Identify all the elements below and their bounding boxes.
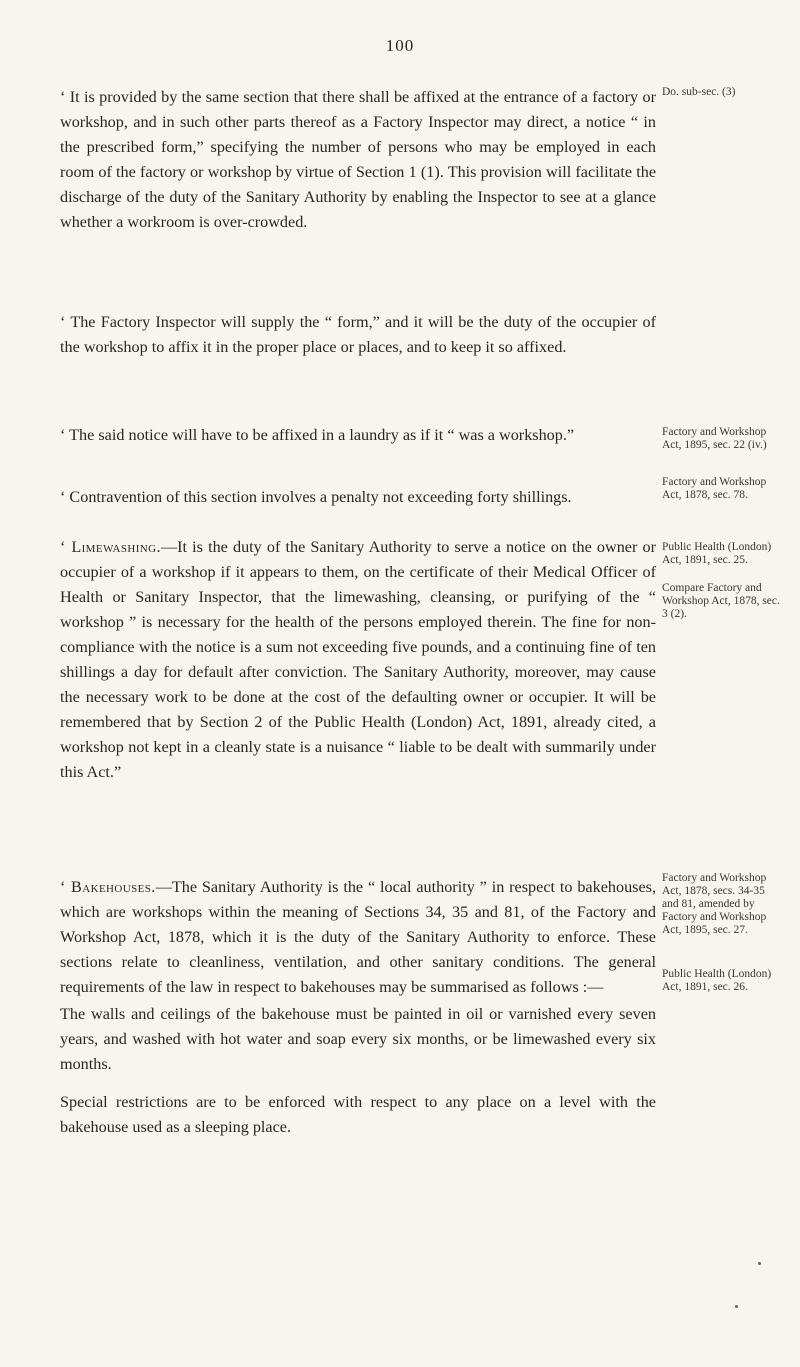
requirement-sleeping: Special restrictions are to be enforced with respect to any place on a level with the bakehouse used as a sleeping place. bbox=[60, 1093, 656, 1136]
margin-note: Public Health (London) Act, 1891, sec. 26. bbox=[662, 968, 772, 993]
limewashing-text: —It is the duty of the Sanitary Authority to serve a notice on the owner or occupier of a workshop if it appears to them, on the certificate of their Medical Officer of Health or Sanitary Inspector, that the limewashing, cleansing, or purifying of the “ workshop ” is necessary for the health of the persons employed therein. The fine for non-compliance with the notice is a sum not exceeding five pounds, and a continuing fine of ten shillings a day for default after conviction. The Sanitary Authority, moreover, may cause the necessary work to be done at the cost of the defaulting owner or occupier. It will be remembered that by Section 2 of the Public Health (London) Act, 1891, already cited, a workshop not kept in a cleanly state is a nuisance “ liable to be dealt with summarily under this Act.” bbox=[60, 538, 656, 781]
margin-note: Factory and Workshop Act, 1878, sec. 78. bbox=[662, 476, 767, 501]
margin-note: Factory and Workshop Act, 1895, sec. 22 (iv.) bbox=[662, 426, 767, 451]
margin-note: Do. sub-sec. (3) bbox=[662, 86, 736, 98]
page-number: 100 bbox=[385, 36, 415, 55]
paragraph-notice-affixed: ‘ It is provided by the same section that there shall be affixed at the entrance of a factory or workshop, and in such other parts thereof as a Factory Inspector may direct, a notice “ in the prescribed form,” specifying the number of persons who may be employed in each room of the factory or workshop by virtue of Section 1 (1). This provision will facilitate the discharge of the duty of the Sanitary Authority by enabling the Inspector to see at a glance whether a workroom is over-crowded. bbox=[60, 88, 656, 231]
paragraph-contravention: ‘ Contravention of this section involves a penalty not exceeding forty shillings. bbox=[60, 488, 572, 506]
requirement-walls: The walls and ceilings of the bakehouse must be painted in oil or varnished every seven years, and washed with hot water and soap every six months, or be limewashed every six months. bbox=[60, 1005, 656, 1073]
paragraph-laundry: ‘ The said notice will have to be affixed in a laundry as if it “ was a workshop.” bbox=[60, 426, 575, 444]
paragraph-bakehouses bbox=[60, 875, 656, 1000]
paper-speck bbox=[735, 1305, 738, 1308]
paragraph-limewashing bbox=[60, 535, 656, 785]
paragraph-inspector-form: ‘ The Factory Inspector will supply the “ form,” and it will be the duty of the occupier of the workshop to affix it in the proper place or places, and to keep it so affixed. bbox=[60, 313, 656, 356]
paper-speck bbox=[758, 1262, 761, 1265]
limewashing-heading: ‘ Limewashing. bbox=[60, 538, 161, 556]
margin-note: Public Health (London) Act, 1891, sec. 25. bbox=[662, 541, 772, 566]
margin-note: Factory and Workshop Act, 1878, secs. 34-35 and 81, amended by Factory and Workshop Act, 1895, sec. 27. bbox=[662, 872, 767, 936]
margin-note: Compare Factory and Workshop Act, 1878, sec. 3 (2). bbox=[662, 582, 780, 620]
bakehouses-heading: ‘ Bakehouses. bbox=[60, 878, 156, 896]
bakehouses-text: —The Sanitary Authority is the “ local authority ” in respect to bakehouses, which are workshops within the meaning of Sections 34, 35 and 81, of the Factory and Workshop Act, 1878, which it is the duty of the Sanitary Authority to enforce. These sections relate to cleanliness, ventilation, and other sanitary conditions. The general requirements of the law in respect to bakehouses may be summarised as follows :— bbox=[60, 878, 656, 996]
